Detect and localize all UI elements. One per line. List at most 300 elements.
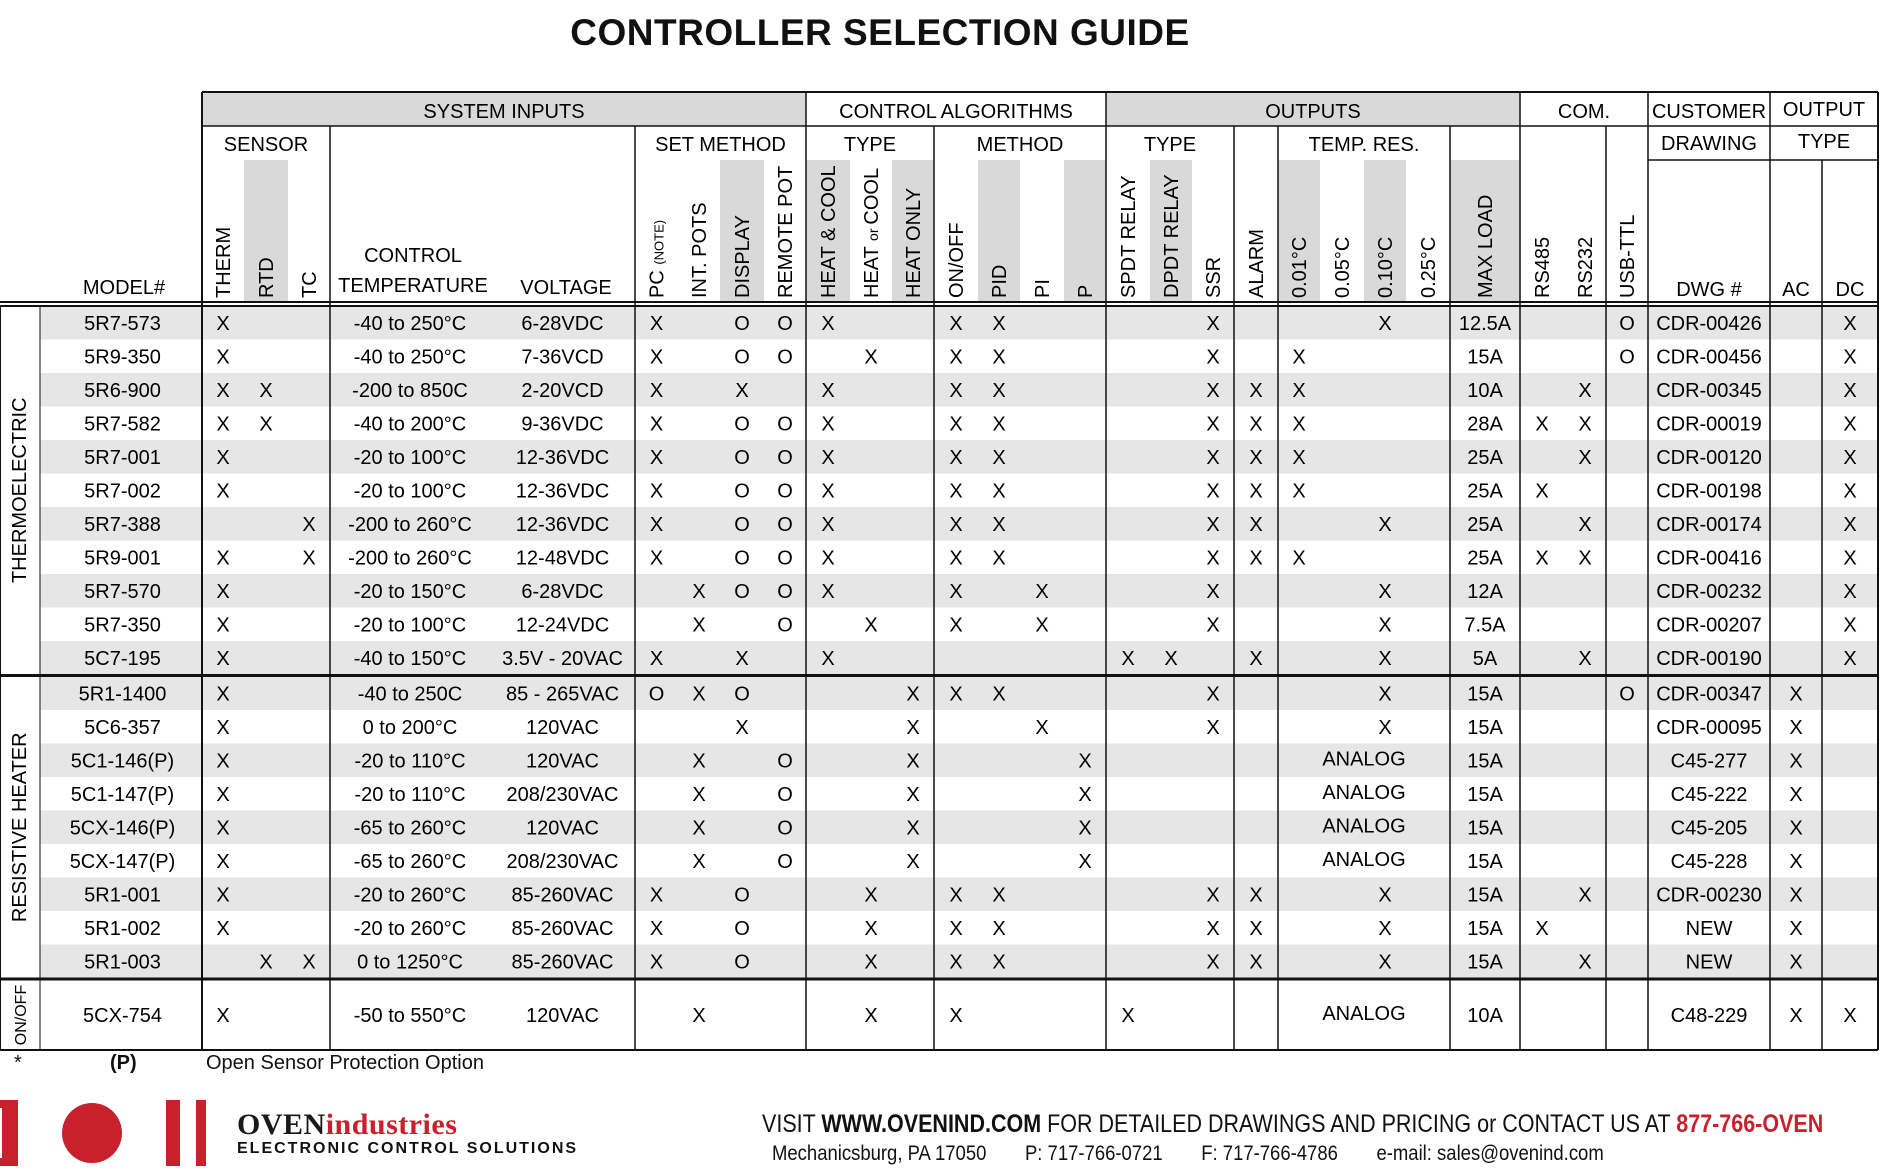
col-rpot: REMOTE POT: [775, 165, 797, 298]
mark-rpot: O: [777, 580, 793, 603]
analog-cell: ANALOG: [1322, 781, 1406, 804]
mark-onoff: X: [949, 480, 963, 503]
mark-onoff: X: [949, 379, 963, 402]
col-voltage: VOLTAGE: [520, 277, 612, 299]
mark-onoff: X: [949, 951, 963, 974]
voltage-cell: 7-36VCD: [521, 346, 604, 369]
col-load: MAX LOAD: [1475, 194, 1497, 298]
mark-rpot: O: [777, 850, 793, 873]
phone: P: 717-766-0721: [1024, 1142, 1163, 1165]
mark-pid: X: [992, 683, 1006, 706]
temp-cell: -40 to 250°C: [353, 312, 467, 335]
temp-cell: -20 to 100°C: [353, 446, 467, 469]
mark-therm: X: [216, 850, 230, 873]
mark-rs485: X: [1535, 547, 1549, 570]
mark-pid: X: [992, 917, 1006, 940]
mark-onoff: X: [949, 547, 963, 570]
mark-ssr: X: [1206, 884, 1220, 907]
mark-rtd: X: [259, 413, 273, 436]
mark-hc: X: [821, 580, 835, 603]
mark-therm: X: [216, 917, 230, 940]
row-stripe: [40, 641, 1878, 675]
temp-cell: -20 to 110°C: [354, 750, 466, 773]
group-output-type: TYPE: [1797, 131, 1851, 153]
mark-ac: X: [1789, 1005, 1803, 1027]
mark-dc: X: [1843, 1005, 1857, 1027]
mark-r010: X: [1378, 312, 1392, 335]
mark-tc: X: [302, 547, 316, 570]
max-load-cell: 15A: [1467, 817, 1503, 840]
mark-disp: O: [734, 884, 750, 907]
mark-pc: X: [649, 413, 664, 436]
sub-temp-res: TEMP. RES.: [1308, 134, 1420, 156]
dwg-cell: C45-228: [1670, 850, 1748, 873]
mark-therm: X: [216, 580, 230, 603]
mark-ac: X: [1789, 817, 1803, 840]
email-link[interactable]: e-mail: sales@ovenind.com: [1376, 1142, 1604, 1165]
voltage-cell: 208/230VAC: [506, 850, 619, 873]
mark-pc: X: [649, 379, 664, 402]
mark-spdt: X: [1121, 647, 1135, 670]
mark-pid: X: [992, 446, 1006, 469]
mark-dpdt: X: [1164, 647, 1178, 670]
mark-rpot: O: [777, 446, 793, 469]
model-cell: 5CX-754: [83, 1005, 162, 1027]
website-link[interactable]: WWW.OVENIND.COM: [821, 1110, 1042, 1138]
mark-ssr: X: [1206, 683, 1220, 706]
mark-disp: X: [735, 647, 749, 670]
col-dpdt: DPDT RELAY: [1161, 174, 1183, 298]
mark-therm: X: [216, 683, 230, 706]
mark-pc: X: [649, 446, 664, 469]
temp-cell: 0 to 1250°C: [357, 951, 463, 974]
temp-cell: -20 to 150°C: [353, 580, 467, 603]
mark-pots: X: [692, 783, 706, 806]
col-dwg: DWG #: [1676, 279, 1742, 301]
dwg-cell: CDR-00198: [1656, 480, 1762, 503]
sub-set-method: SET METHOD: [655, 134, 786, 156]
mark-pc: X: [649, 547, 664, 570]
voltage-cell: 12-48VDC: [515, 547, 610, 570]
mark-ac: X: [1789, 783, 1803, 806]
mark-r001: X: [1292, 547, 1306, 570]
temp-cell: -40 to 250°C: [353, 346, 467, 369]
mark-ho: X: [906, 783, 920, 806]
voltage-cell: 85-260VAC: [511, 951, 614, 974]
mark-r010: X: [1378, 614, 1392, 637]
mark-ac: X: [1789, 917, 1803, 940]
voltage-cell: 6-28VDC: [521, 312, 604, 335]
footnote-star: *: [14, 1052, 22, 1074]
mark-onoff: X: [949, 513, 963, 536]
mark-onoff: X: [949, 884, 963, 907]
mark-therm: X: [216, 647, 230, 670]
max-load-cell: 15A: [1467, 783, 1503, 806]
model-cell: 5R7-573: [84, 312, 161, 335]
mark-pc: X: [649, 346, 664, 369]
dwg-cell: C45-277: [1670, 750, 1748, 773]
mark-hc: X: [821, 413, 835, 436]
model-cell: 5R7-582: [84, 413, 161, 436]
voltage-cell: 85-260VAC: [511, 917, 614, 940]
mark-r010: X: [1378, 647, 1392, 670]
mark-hoc: X: [864, 1005, 878, 1027]
model-cell: 5R7-570: [84, 580, 161, 603]
mark-pc: X: [649, 513, 664, 536]
mark-ssr: X: [1206, 480, 1220, 503]
mark-p: X: [1078, 750, 1092, 773]
mark-rs232: X: [1578, 951, 1592, 974]
section-label: THERMOELECTRIC: [9, 397, 31, 584]
mark-rtd: X: [259, 951, 273, 974]
voltage-cell: 6-28VDC: [521, 580, 604, 603]
col-rs232: RS232: [1575, 236, 1597, 298]
temp-cell: 0 to 200°C: [362, 716, 458, 739]
model-cell: 5R7-388: [84, 513, 161, 536]
analog-cell: ANALOG: [1322, 815, 1406, 838]
dwg-cell: CDR-00120: [1656, 446, 1762, 469]
mark-usb: O: [1619, 312, 1635, 335]
mark-hoc: X: [864, 951, 878, 974]
mark-pi: X: [1035, 580, 1049, 603]
mark-ac: X: [1789, 850, 1803, 873]
mark-pid: X: [992, 951, 1006, 974]
mark-rs232: X: [1578, 647, 1592, 670]
model-cell: 5CX-146(P): [69, 817, 176, 840]
max-load-cell: 15A: [1467, 917, 1503, 940]
mark-ac: X: [1789, 716, 1803, 739]
mark-therm: X: [216, 346, 230, 369]
mark-ssr: X: [1206, 580, 1220, 603]
mark-hc: X: [821, 312, 835, 335]
mark-rs232: X: [1578, 413, 1592, 436]
mark-dc: X: [1843, 647, 1857, 670]
mark-therm: X: [216, 547, 230, 570]
mark-ho: X: [906, 683, 920, 706]
voltage-cell: 2-20VCD: [521, 379, 604, 402]
model-cell: 5R7-002: [84, 480, 161, 503]
mark-alarm: X: [1249, 480, 1263, 503]
mark-therm: X: [216, 413, 230, 436]
mark-therm: X: [216, 446, 230, 469]
mark-r010: X: [1378, 951, 1392, 974]
mark-therm: X: [216, 716, 230, 739]
mark-p: X: [1078, 817, 1092, 840]
mark-disp: X: [735, 379, 749, 402]
row-stripe: [40, 811, 1878, 845]
mark-r001: X: [1292, 446, 1306, 469]
mark-tc: X: [302, 513, 316, 536]
dwg-cell: CDR-00426: [1656, 312, 1762, 335]
max-load-cell: 25A: [1467, 547, 1503, 570]
mark-hoc: X: [864, 884, 878, 907]
mark-therm: X: [216, 1005, 230, 1027]
voltage-cell: 12-36VDC: [515, 513, 610, 536]
sub-method: METHOD: [976, 134, 1064, 156]
mark-disp: O: [734, 951, 750, 974]
col-onoff: ON/OFF: [946, 222, 968, 298]
mark-rs232: X: [1578, 547, 1592, 570]
mark-dc: X: [1843, 413, 1857, 436]
mark-ssr: X: [1206, 614, 1220, 637]
mark-alarm: X: [1249, 917, 1263, 940]
temp-cell: -50 to 550°C: [353, 1005, 467, 1027]
dwg-cell: C48-229: [1670, 1005, 1748, 1027]
col-dc: DC: [1835, 279, 1865, 301]
mark-dc: X: [1843, 379, 1857, 402]
dwg-cell: CDR-00416: [1656, 547, 1762, 570]
voltage-cell: 9-36VDC: [521, 413, 604, 436]
brand-name: OVENindustries: [237, 1108, 458, 1141]
mark-pots: X: [692, 750, 706, 773]
mark-alarm: X: [1249, 446, 1263, 469]
mark-hc: X: [821, 547, 835, 570]
mark-rs232: X: [1578, 446, 1592, 469]
mark-pc: X: [649, 312, 664, 335]
group-customer-drawing: DRAWING: [1661, 133, 1757, 155]
location: Mechanicsburg, PA 17050: [772, 1142, 987, 1165]
mark-r010: X: [1378, 580, 1392, 603]
col-hc: HEAT & COOL: [818, 165, 840, 298]
analog-cell: ANALOG: [1322, 1003, 1406, 1025]
col-heat-or-cool: HEAT or COOL: [861, 167, 883, 298]
mark-disp: O: [734, 683, 750, 706]
mark-rpot: O: [777, 783, 793, 806]
mark-r010: X: [1378, 513, 1392, 536]
mark-rs485: X: [1535, 917, 1549, 940]
mark-dc: X: [1843, 513, 1857, 536]
dwg-cell: CDR-00174: [1656, 513, 1762, 536]
oven-logo-icon: [0, 1098, 228, 1170]
mark-disp: O: [734, 312, 750, 335]
model-cell: 5C1-146(P): [70, 750, 175, 773]
col-alarm: ALARM: [1246, 229, 1268, 298]
group-outputs: OUTPUTS: [1265, 101, 1361, 123]
mark-rs232: X: [1578, 884, 1592, 907]
mark-dc: X: [1843, 480, 1857, 503]
mark-onoff: X: [949, 446, 963, 469]
mark-rpot: O: [777, 817, 793, 840]
mark-pots: X: [692, 850, 706, 873]
mark-r001: X: [1292, 379, 1306, 402]
temp-cell: -40 to 200°C: [353, 413, 467, 436]
col-ac: AC: [1782, 279, 1810, 301]
mark-dc: X: [1843, 614, 1857, 637]
voltage-cell: 85-260VAC: [511, 884, 614, 907]
mark-rpot: O: [777, 547, 793, 570]
col-control-temp: CONTROL: [364, 245, 462, 267]
dwg-cell: CDR-00347: [1656, 683, 1762, 706]
mark-therm: X: [216, 379, 230, 402]
footnote-code: (P): [110, 1052, 137, 1074]
brand-block: [237, 1108, 578, 1158]
mark-r010: X: [1378, 917, 1392, 940]
footnote-text: Open Sensor Protection Option: [206, 1052, 484, 1074]
mark-hoc: X: [864, 917, 878, 940]
max-load-cell: 25A: [1467, 480, 1503, 503]
group-customer-drawing: CUSTOMER: [1651, 101, 1767, 123]
voltage-cell: 3.5V - 20VAC: [502, 647, 623, 670]
voltage-cell: 12-36VDC: [515, 446, 610, 469]
max-load-cell: 15A: [1467, 683, 1503, 706]
mark-pc: X: [649, 951, 664, 974]
max-load-cell: 15A: [1467, 850, 1503, 873]
mark-therm: X: [216, 750, 230, 773]
max-load-cell: 7.5A: [1464, 614, 1506, 637]
voltage-cell: 12-36VDC: [515, 480, 610, 503]
max-load-cell: 15A: [1467, 750, 1503, 773]
max-load-cell: 15A: [1467, 951, 1503, 974]
mark-onoff: X: [949, 413, 963, 436]
mark-ac: X: [1789, 951, 1803, 974]
col-spdt: SPDT RELAY: [1118, 175, 1140, 298]
mark-ssr: X: [1206, 951, 1220, 974]
col-rs485: RS485: [1532, 236, 1554, 298]
mark-ssr: X: [1206, 513, 1220, 536]
mark-rpot: O: [777, 750, 793, 773]
mark-pid: X: [992, 312, 1006, 335]
mark-ac: X: [1789, 884, 1803, 907]
mark-pi: X: [1035, 716, 1049, 739]
mark-onoff: X: [949, 917, 963, 940]
mark-pc: X: [649, 480, 664, 503]
mark-alarm: X: [1249, 884, 1263, 907]
model-cell: 5CX-147(P): [69, 850, 176, 873]
mark-disp: X: [735, 716, 749, 739]
voltage-cell: 85 - 265VAC: [505, 683, 620, 706]
sub-sensor: SENSOR: [223, 134, 309, 156]
mark-rpot: O: [777, 312, 793, 335]
mark-onoff: X: [949, 312, 963, 335]
mark-pid: X: [992, 346, 1006, 369]
mark-pots: X: [692, 614, 706, 637]
mark-pc: X: [649, 884, 664, 907]
visit-line: VISIT WWW.OVENIND.COM FOR DETAILED DRAWINGS AND PRICING or CONTACT US AT 877-766-OVEN: [762, 1110, 1824, 1138]
mark-therm: X: [216, 884, 230, 907]
dwg-cell: NEW: [1685, 951, 1733, 974]
mark-ssr: X: [1206, 346, 1220, 369]
col-model: MODEL#: [82, 277, 166, 299]
section-label: ON/OFF: [13, 984, 30, 1046]
max-load-cell: 12.5A: [1458, 312, 1512, 335]
dwg-cell: CDR-00230: [1656, 884, 1762, 907]
brand-tagline: ELECTRONIC CONTROL SOLUTIONS: [237, 1140, 579, 1157]
temp-cell: -20 to 260°C: [353, 884, 467, 907]
group-com: COM.: [1557, 101, 1611, 123]
col-r010: 0.10°C: [1375, 236, 1397, 298]
voltage-cell: 12-24VDC: [515, 614, 610, 637]
mark-r010: X: [1378, 884, 1392, 907]
sub-out-type: TYPE: [1143, 134, 1197, 156]
mark-pc: O: [648, 683, 665, 706]
mark-onoff: X: [949, 346, 963, 369]
mark-p: X: [1078, 783, 1092, 806]
mark-disp: O: [734, 346, 750, 369]
mark-pi: X: [1035, 614, 1049, 637]
temp-cell: -65 to 260°C: [353, 850, 467, 873]
mark-tc: X: [302, 951, 316, 974]
mark-alarm: X: [1249, 379, 1263, 402]
mark-dc: X: [1843, 547, 1857, 570]
mark-pots: X: [692, 1005, 706, 1027]
dwg-cell: NEW: [1685, 917, 1733, 940]
temp-cell: -200 to 260°C: [348, 547, 472, 570]
max-load-cell: 28A: [1467, 413, 1503, 436]
max-load-cell: 15A: [1467, 716, 1503, 739]
max-load-cell: 10A: [1467, 379, 1503, 402]
mark-ho: X: [906, 716, 920, 739]
dwg-cell: CDR-00019: [1656, 413, 1762, 436]
temp-cell: -40 to 250C: [357, 683, 463, 706]
mark-ho: X: [906, 817, 920, 840]
mark-disp: O: [734, 480, 750, 503]
group-system-inputs: SYSTEM INPUTS: [423, 101, 585, 123]
sub-alg-type: TYPE: [843, 134, 897, 156]
dwg-cell: C45-205: [1670, 817, 1748, 840]
mark-disp: O: [734, 446, 750, 469]
mark-pc: X: [649, 647, 664, 670]
voltage-cell: 120VAC: [525, 750, 600, 773]
mark-ssr: X: [1206, 547, 1220, 570]
voltage-cell: 208/230VAC: [506, 783, 619, 806]
mark-dc: X: [1843, 446, 1857, 469]
mark-rs232: X: [1578, 513, 1592, 536]
dwg-cell: CDR-00345: [1656, 379, 1762, 402]
mark-disp: O: [734, 547, 750, 570]
mark-ssr: X: [1206, 446, 1220, 469]
mark-dc: X: [1843, 580, 1857, 603]
mark-dc: X: [1843, 346, 1857, 369]
col-p: P: [1075, 284, 1097, 298]
mark-therm: X: [216, 817, 230, 840]
max-load-cell: 25A: [1467, 446, 1503, 469]
mark-therm: X: [216, 614, 230, 637]
col-r001: 0.01°C: [1289, 236, 1311, 298]
mark-rs485: X: [1535, 413, 1549, 436]
mark-usb: O: [1619, 683, 1635, 706]
max-load-cell: 25A: [1467, 513, 1503, 536]
col-pid: PID: [989, 264, 1011, 298]
mark-hc: X: [821, 480, 835, 503]
mark-rpot: O: [777, 513, 793, 536]
group-output-type: OUTPUT: [1782, 99, 1866, 121]
model-cell: 5R1-1400: [78, 683, 167, 706]
mark-therm: X: [216, 783, 230, 806]
mark-onoff: X: [949, 1005, 963, 1027]
mark-hoc: X: [864, 346, 878, 369]
mark-pid: X: [992, 480, 1006, 503]
model-cell: 5C7-195: [84, 647, 161, 670]
mark-rpot: O: [777, 480, 793, 503]
col-pi: PI: [1032, 279, 1054, 298]
mark-ac: X: [1789, 750, 1803, 773]
mark-alarm: X: [1249, 413, 1263, 436]
mark-pots: X: [692, 817, 706, 840]
mark-pots: X: [692, 683, 706, 706]
col-rtd: RTD: [256, 257, 278, 298]
max-load-cell: 10A: [1467, 1005, 1503, 1027]
mark-hc: X: [821, 513, 835, 536]
max-load-cell: 15A: [1467, 346, 1503, 369]
temp-cell: -20 to 110°C: [354, 783, 466, 806]
mark-disp: O: [734, 917, 750, 940]
mark-pots: X: [692, 580, 706, 603]
mark-pc: X: [649, 917, 664, 940]
mark-therm: X: [216, 312, 230, 335]
max-load-cell: 15A: [1467, 884, 1503, 907]
phone-word[interactable]: 877-766-OVEN: [1676, 1110, 1824, 1138]
col-therm: THERM: [213, 226, 235, 298]
